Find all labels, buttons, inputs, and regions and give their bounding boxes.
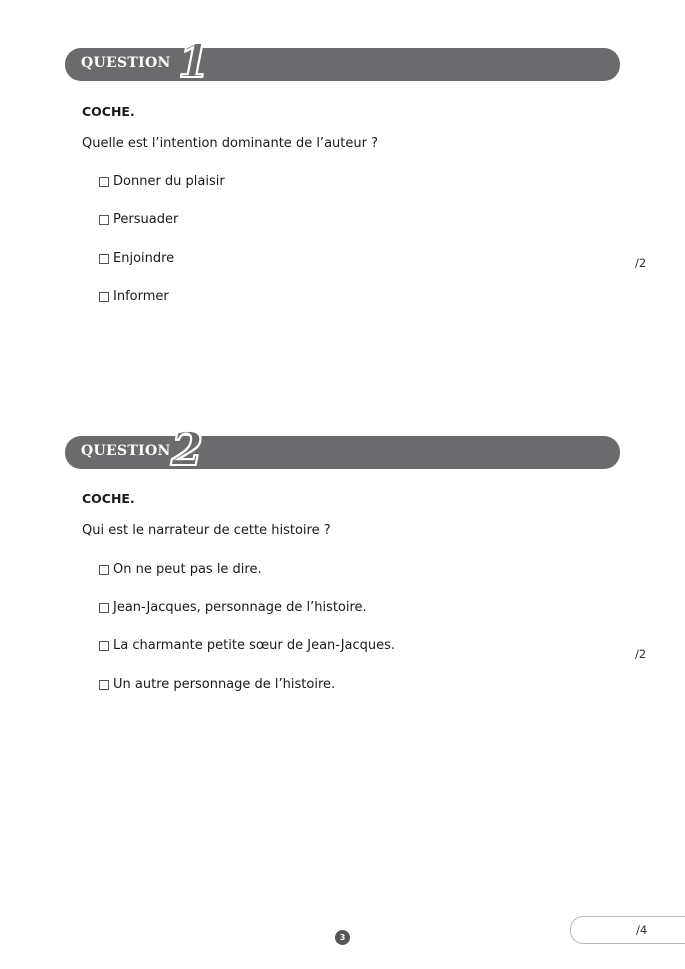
option-label: Persuader (113, 212, 179, 227)
checkbox-icon[interactable] (99, 603, 109, 613)
option-label: Jean-Jacques, personnage de l’histoire. (113, 600, 367, 615)
question-label: QUESTION (81, 55, 171, 71)
option-label: Informer (113, 289, 169, 304)
question-number: 1 (178, 34, 211, 88)
question-number: 2 (171, 422, 204, 476)
total-score-box (570, 916, 685, 944)
score-mark: /2 (635, 647, 647, 661)
total-score: /4 (636, 923, 648, 937)
checkbox-icon[interactable] (99, 177, 109, 187)
page-number: 3 (335, 930, 350, 945)
option-label: Donner du plaisir (113, 174, 225, 189)
question-2-header (65, 422, 620, 476)
question-prompt: Quelle est l’intention dominante de l’auteur ? (82, 136, 378, 151)
option-label: Un autre personnage de l’histoire. (113, 677, 336, 692)
option-checkbox[interactable] (99, 638, 395, 653)
checkbox-icon[interactable] (99, 292, 109, 302)
option-label: Enjoindre (113, 251, 175, 266)
checkbox-icon[interactable] (99, 680, 109, 690)
checkbox-icon[interactable] (99, 565, 109, 575)
option-checkbox[interactable] (99, 212, 178, 227)
checkbox-icon[interactable] (99, 641, 109, 651)
option-checkbox[interactable] (99, 600, 367, 615)
instruction: COCHE. (82, 104, 135, 119)
option-checkbox[interactable] (99, 677, 335, 692)
checkbox-icon[interactable] (99, 254, 109, 264)
option-checkbox[interactable] (99, 251, 174, 266)
score-mark: /2 (635, 256, 647, 270)
question-label: QUESTION (81, 443, 171, 459)
option-label: On ne peut pas le dire. (113, 562, 262, 577)
question-1-header (65, 34, 620, 88)
option-checkbox[interactable] (99, 174, 225, 189)
option-checkbox[interactable] (99, 562, 262, 577)
option-label: La charmante petite sœur de Jean-Jacques. (113, 638, 396, 653)
question-prompt: Qui est le narrateur de cette histoire ? (82, 523, 331, 538)
checkbox-icon[interactable] (99, 215, 109, 225)
option-checkbox[interactable] (99, 289, 169, 304)
instruction: COCHE. (82, 491, 135, 506)
